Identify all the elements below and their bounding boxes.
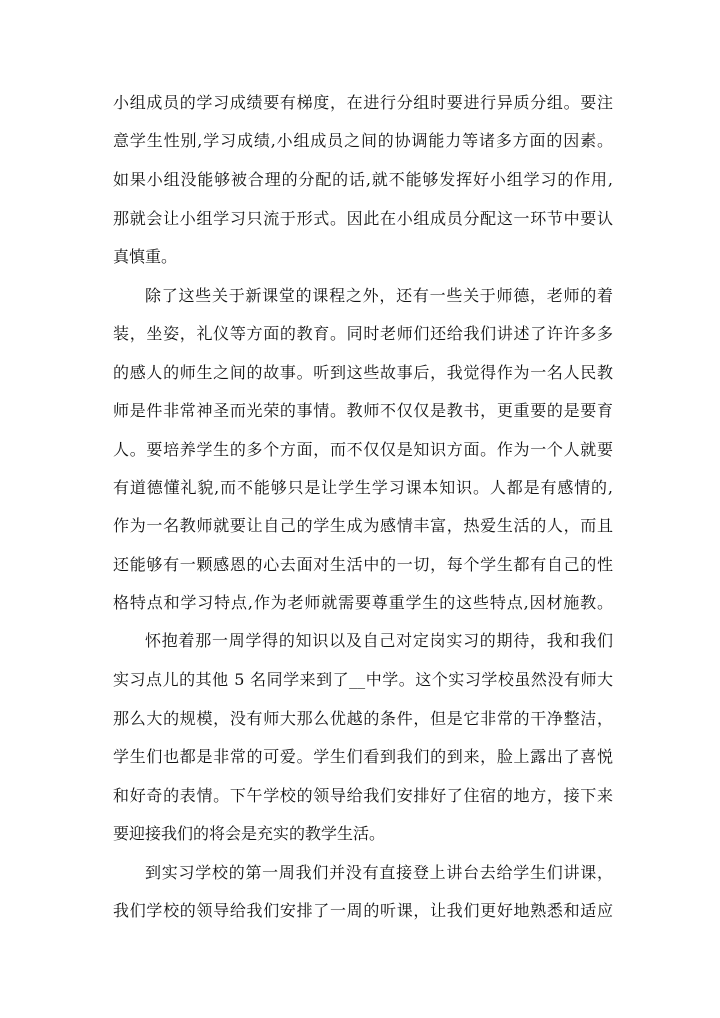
text-line: 作为一名教师就要让自己的学生成为感情丰富，热爱生活的人，而且 [113,516,613,535]
text-line: 如果小组没能够被合理的分配的话,就不能够发挥好小组学习的作用, [113,170,613,189]
text-line: 师是件非常神圣而光荣的事情。教师不仅仅是教书，更重要的是要育 [113,401,613,420]
text-line: 学生们也都是非常的可爱。学生们看到我们的到来，脸上露出了喜悦 [113,747,613,766]
text-line: 人。要培养学生的多个方面，而不仅仅是知识方面。作为一个人就要 [113,440,613,459]
text-line: 和好奇的表情。下午学校的领导给我们安排好了住宿的地方，接下来 [113,786,613,805]
paragraph-first-line: 到实习学校的第一周我们并没有直接登上讲台去给学生们讲课， [145,863,613,882]
text-line: 实习点儿的其他 5 名同学来到了__中学。这个实习学校虽然没有师大 [113,670,613,689]
paragraph-first-line: 怀抱着那一周学得的知识以及自己对定岗实习的期待，我和我们 [145,631,613,650]
text-line: 意学生性别,学习成绩,小组成员之间的协调能力等诸多方面的因素。 [113,131,613,150]
paragraph-first-line: 除了这些关于新课堂的课程之外，还有一些关于师德，老师的着 [145,286,613,305]
text-line: 真慎重。 [113,247,178,266]
text-line: 装，坐姿，礼仪等方面的教育。同时老师们还给我们讲述了许许多多 [113,324,613,343]
text-line: 那么大的规模，没有师大那么优越的条件，但是它非常的干净整洁， [113,709,613,728]
text-line: 还能够有一颗感恩的心去面对生活中的一切，每个学生都有自己的性 [113,555,613,574]
text-line: 小组成员的学习成绩要有梯度，在进行分组时要进行异质分组。要注 [113,93,613,112]
text-line: 有道德懂礼貌,而不能够只是让学生学习课本知识。人都是有感情的, [113,478,613,497]
text-line: 我们学校的领导给我们安排了一周的听课，让我们更好地熟悉和适应 [113,901,613,920]
text-line: 那就会让小组学习只流于形式。因此在小组成员分配这一环节中要认 [113,209,613,228]
text-line: 格特点和学习特点,作为老师就需要尊重学生的这些特点,因材施教。 [113,593,613,612]
text-line: 的感人的师生之间的故事。听到这些故事后，我觉得作为一名人民教 [113,363,613,382]
text-line: 要迎接我们的将会是充实的教学生活。 [113,824,386,843]
